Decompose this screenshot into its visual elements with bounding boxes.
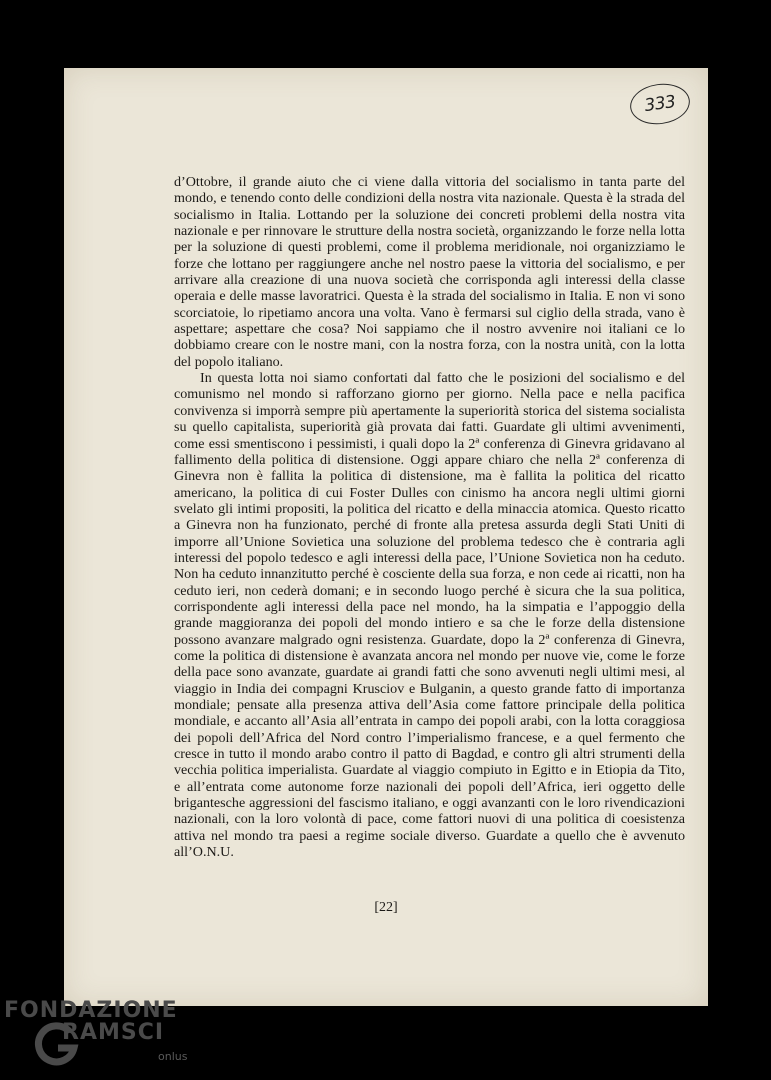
body-text xyxy=(174,174,685,860)
paragraph-2: In questa lotta noi siamo confortati dal fatto che le posizioni del socialismo e del comunismo nel mondo si rafforzano giorno per giorno. Nella pace e nella pacifica convivenza si imporrà sempre più apertamente la superiorità storica del sistema socialista su quello capitalista, superiorità già provata dai fatti. Guardate gli ultimi avvenimenti, come essi smentiscono i pessimisti, i quali dopo la 2ª conferenza di Ginevra gridavano al fallimento della politica di distensione. Oggi appare chiaro che nella 2ª conferenza di Ginevra non è fallita la politica di distensione, ma è fallita la politica del ricatto americano, la politica di cui Foster Dulles con cinismo ha ancora negli ultimi giorni svelato gli intimi propositi, la politica del ricatto e della minaccia atomica. Questo ricatto a Ginevra non ha funzionato, perché di fronte alla pretesa assurda degli Stati Uniti di imporre all’Unione Sovietica una soluzione del problema tedesco che è contraria agli interessi del popolo tedesco e agli interessi della pace, l’Unione Sovietica non ha ceduto. Non ha ceduto innanzitutto perché è cosciente della sua forza, e non cede ai ricatti, non ha ceduto ieri, non cederà domani; e in secondo luogo perché è sicura che la sua politica, corrispondente agli interessi della pace nel mondo, ha la simpatia e l’appoggio della grande maggioranza dei popoli del mondo intiero e sa che le forze della distensione possono avanzare malgrado ogni resistenza. Guardate, dopo la 2ª conferenza di Ginevra, come la politica di distensione è avanzata ancora nel mondo per nuove vie, come le forze della pace sono avanzate, guardate ai grandi fatti che sono avvenuti negli ultimi mesi, al viaggio in India dei compagni Krusciov e Bulganin, a questo grande fatto di importanza mondiale; pensate alla presenza attiva dell’Asia come fattore principale della politica mondiale, e accanto all’Asia all’entrata in campo dei popoli arabi, con la lotta coraggiosa dei popoli dell’Africa del Nord contro l’imperialismo francese, e a quel fermento che cresce in tutto il mondo arabo contro il patto di Bagdad, e contro gli altri strumenti della vecchia politica imperialista. Guardate al viaggio compiuto in Egitto e in Etiopia da Tito, e all’entrata come autonome forze nazionali dei popoli dell’Africa, ieri oggetto delle brigantesche aggressioni del fascismo italiano, e oggi avanzanti con le loro rivendicazioni nazionali, con la loro volontà di pace, come fattori nuovi di una politica di coesistenza attiva nel mondo tra paesi a regime sociale diverso. Guardate a quello che è avvenuto all’O.N.U. xyxy=(174,370,685,861)
fondazione-gramsci-logo xyxy=(4,996,204,1080)
paragraph-1: d’Ottobre, il grande aiuto che ci viene dalla vittoria del socialismo in tanta parte del mondo, e tenendo conto delle condizioni della nostra vita nazionale. Questa è la strada del socialismo in Italia. Lottando per la soluzione dei concreti problemi della nostra vita nazionale e per rinnovare le strutture della nostra società, organizzando le forze nella lotta per la soluzione di questi problemi, come il problema meridionale, noi organizziamo le forze che lottano per raggiungere anche nel nostro paese la vittoria del socialismo, e per arrivare alla creazione di una nuova società che corrisponda agli interessi della classe operaia e delle masse lavoratrici. Questa è la strada del socialismo in Italia. E non vi sono scorciatoie, lo ripetiamo ancora una volta. Vano è fermarsi sul ciglio della strada, vano è aspettare; aspettare che cosa? Noi sappiamo che il nostro avvenire noi italiani ce lo dobbiamo creare con le nostre mani, con la nostra forza, con la nostra unità, con la lotta del popolo italiano. xyxy=(174,174,685,370)
logo-line-1: FONDAZIONE xyxy=(4,998,178,1023)
logo-line-2: RAMSCI xyxy=(62,1020,165,1045)
archive-stamp xyxy=(628,80,693,128)
stamp-number: 333 xyxy=(643,91,677,117)
document-page xyxy=(64,68,708,1006)
logo-suffix: onlus xyxy=(158,1050,188,1063)
page-number: [22] xyxy=(374,900,398,915)
